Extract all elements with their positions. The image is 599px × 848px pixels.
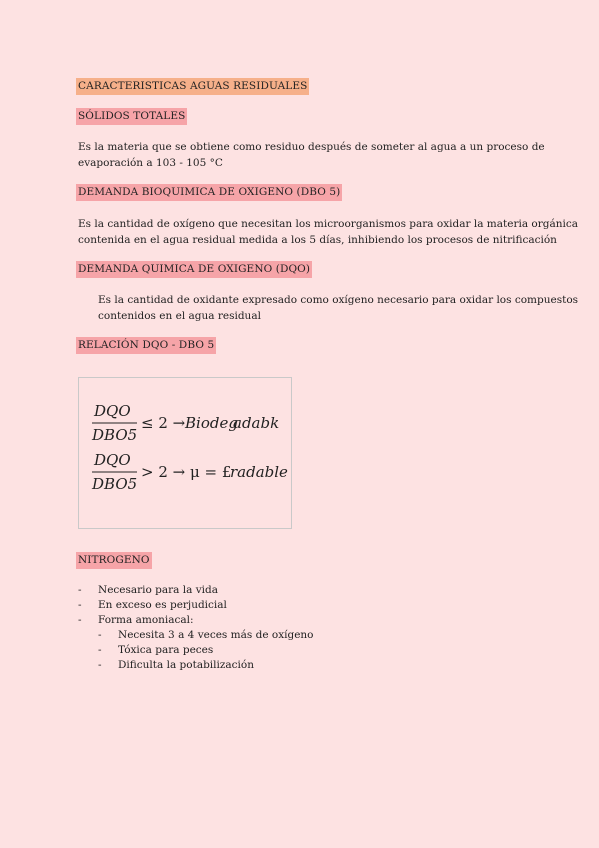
list-item-label: Forma amoniacal:: [98, 614, 194, 626]
relacion-heading: RELACIÓN DQO - DBO 5: [76, 337, 216, 354]
formula1-denominator: DBO5: [92, 426, 138, 444]
solidos-text-line1: Es la materia que se obtiene como residuo después de someter al agua a un proceso de: [78, 141, 545, 153]
sublist-item: - Dificulta la potabilización: [98, 658, 314, 673]
formula2-word: radable: [230, 463, 288, 481]
formula1-word-b: adabk: [233, 414, 280, 432]
solidos-text-line2: evaporación a 103 - 105 °C: [78, 157, 223, 169]
list-item: - En exceso es perjudicial: [78, 598, 314, 613]
nitrogeno-heading: NITROGENO: [76, 552, 152, 569]
dbo-text-line1: Es la cantidad de oxígeno que necesitan los microorganismos para oxidar la materia orgánica: [78, 218, 579, 230]
document-title: CARACTERISTICAS AGUAS RESIDUALES: [76, 78, 309, 95]
formula2-denominator: DBO5: [92, 475, 138, 493]
formula-svg: [79, 378, 293, 530]
dqo-text-line1: Es la cantidad de oxidante expresado como oxígeno necesario para oxidar los compuestos: [98, 294, 579, 306]
list-item: [78, 613, 314, 673]
sublist-item: - Tóxica para peces: [98, 643, 314, 658]
formula-image: [78, 377, 292, 529]
formula1-numerator: DQO: [94, 402, 131, 420]
formula1-relation: ≤ 2 →: [141, 414, 186, 432]
formula1-word-a: Biodeg: [185, 414, 238, 432]
list-item: - Necesario para la vida: [78, 583, 314, 598]
dbo-heading: DEMANDA BIOQUIMICA DE OXIGENO (DBO 5): [76, 184, 342, 201]
dqo-text-line2: contenidos en el agua residual: [98, 310, 261, 322]
formula2-numerator: DQO: [94, 451, 131, 469]
nitrogeno-sublist: [98, 628, 314, 673]
sublist-item: - Necesita 3 a 4 veces más de oxígeno: [98, 628, 314, 643]
formula2-relation: > 2 → μ = £: [141, 463, 232, 481]
dqo-heading: DEMANDA QUIMICA DE OXIGENO (DQO): [76, 261, 312, 278]
solidos-heading: SÓLIDOS TOTALES: [76, 108, 187, 125]
dbo-text-line2: contenida en el agua residual medida a los 5 días, inhibiendo los procesos de nitrificación: [78, 234, 557, 246]
nitrogeno-list: [78, 583, 314, 673]
